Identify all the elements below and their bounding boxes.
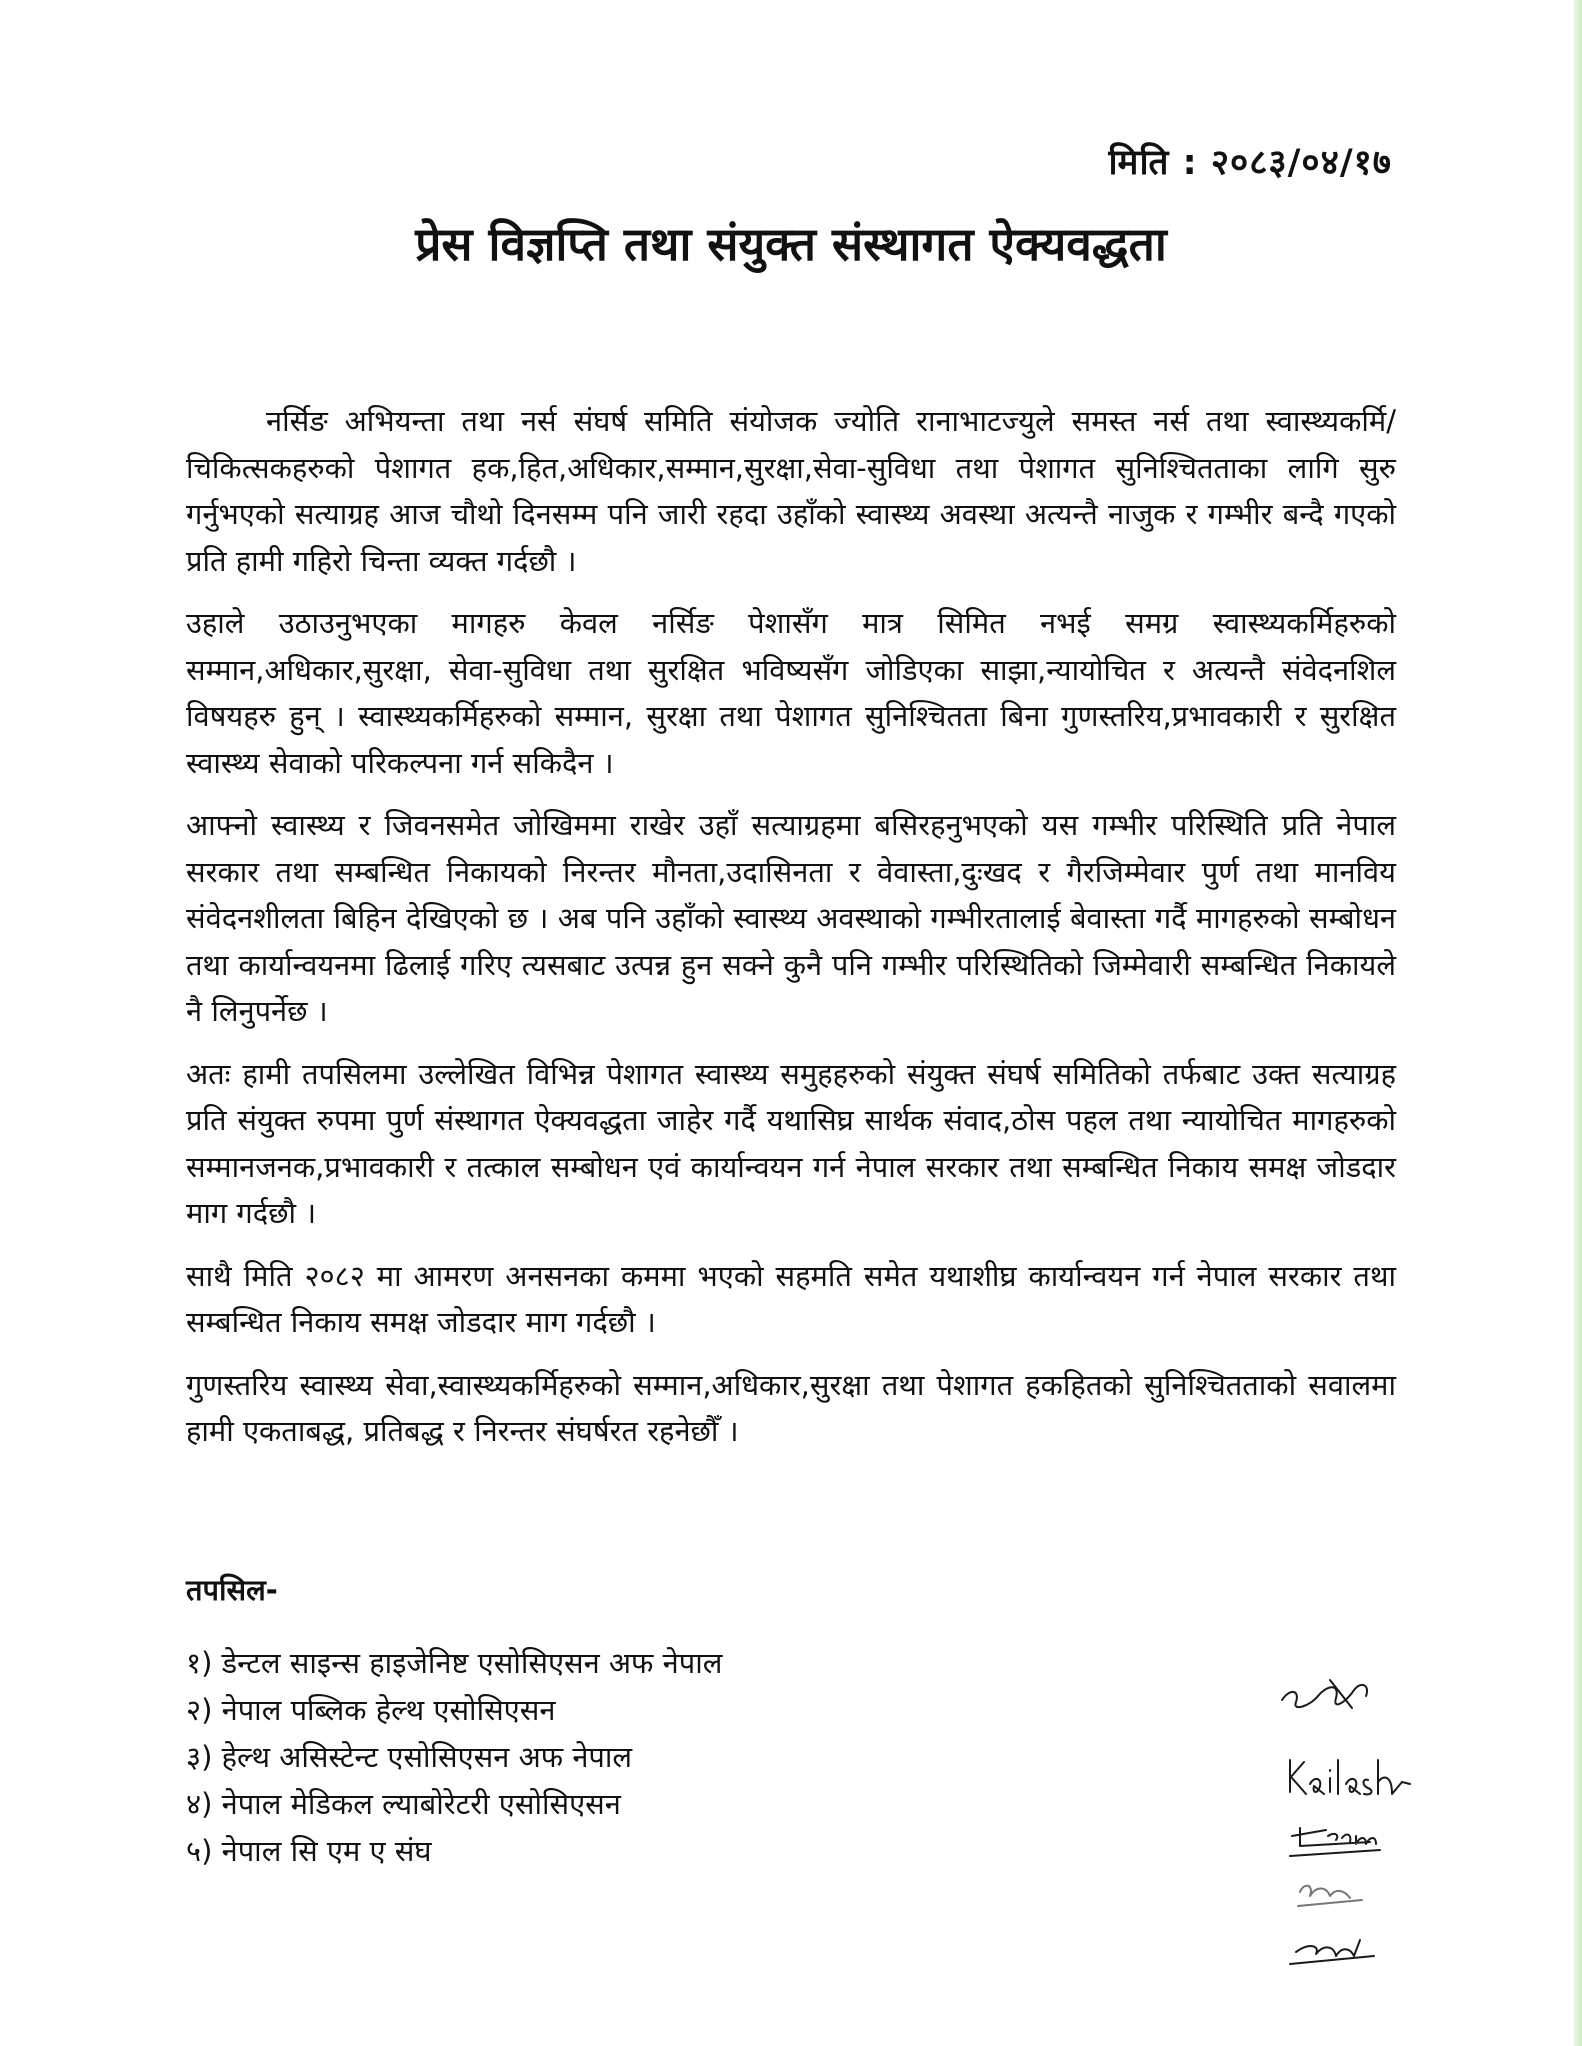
paragraph-1: नर्सिङ अभियन्ता तथा नर्स संघर्ष समिति संयोजक ज्योति रानाभाटज्युले समस्त नर्स तथा स्वास्थ्यकर्मि/चिकित्सकहरुको पेशागत हक,हित,अधिकार,सम्मान,सुरक्षा,सेवा-सुविधा तथा पेशागत सुनिश्चितताका लागि सुरु गर्नुभएको सत्याग्रह आज चौथो दिनसम्म पनि जारी रहदा उहाँको स्वास्थ्य अवस्था अत्यन्तै नाजुक र गम्भीर बन्दै गएको प्रति हामी गहिरो चिन्ता व्यक्त गर्दछौ । bbox=[186, 404, 1396, 578]
signature-2 bbox=[1290, 1760, 1410, 1794]
list-item: ४) नेपाल मेडिकल ल्याबोरेटरी एसोसिएसन bbox=[186, 1787, 621, 1821]
paragraph-5: साथै मिति २०८२ मा आमरण अनसनका कममा भएको सहमति समेत यथाशीघ्र कार्यान्वयन गर्न नेपाल सरकार तथा सम्बन्धित निकाय समक्ष जोडदार माग गर्दछौ । bbox=[186, 1258, 1396, 1339]
paragraph-6: गुणस्तरिय स्वास्थ्य सेवा,स्वास्थ्यकर्मिहरुको सम्मान,अधिकार,सुरक्षा तथा पेशागत हकहितको सुनिश्चितताको सवालमा हामी एकताबद्ध, प्रतिबद्ध र निरन्तर संघर्षरत रहनेछौँ । bbox=[186, 1367, 1396, 1448]
paragraph-4: अतः हामी तपसिलमा उल्लेखित विभिन्न पेशागत स्वास्थ्य समुहहरुको संयुक्त संघर्ष समितिको तर्फबाट उक्त सत्याग्रह प्रति संयुक्त रुपमा पुर्ण संस्थागत ऐक्यवद्धता जाहेर गर्दै यथासिघ्र सार्थक संवाद,ठोस पहल तथा न्यायोचित मागहरुको सम्मानजनक,प्रभावकारी र तत्काल सम्बोधन एवं कार्यान्वयन गर्न नेपाल सरकार तथा सम्बन्धित निकाय समक्ष जोडदार माग गर्दछौ । bbox=[186, 1056, 1396, 1230]
organization-list bbox=[186, 1640, 722, 1875]
signatures-image bbox=[1270, 1660, 1470, 1980]
signature-block bbox=[1270, 1660, 1470, 1980]
list-item: १) डेन्टल साइन्स हाइजेनिष्ट एसोसिएसन अफ नेपाल bbox=[186, 1646, 723, 1680]
list-item: २) नेपाल पब्लिक हेल्थ एसोसिएसन bbox=[186, 1693, 556, 1727]
signature-1 bbox=[1282, 1680, 1367, 1708]
signature-5 bbox=[1290, 1940, 1374, 1964]
paragraph-3: आफ्नो स्वास्थ्य र जिवनसमेत जोखिममा राखेर उहाँ सत्याग्रहमा बसिरहनुभएको यस गम्भीर परिस्थिति प्रति नेपाल सरकार तथा सम्बन्धित निकायको निरन्तर मौनता,उदासिनता र वेवास्ता,दुःखद र गैरजिम्मेवार पुर्ण तथा मानविय संवेदनशीलता बिहिन देखिएको छ । अब पनि उहाँको स्वास्थ्य अवस्थाको गम्भीरतालाई बेवास्ता गर्दै मागहरुको सम्बोधन तथा कार्यान्वयनमा ढिलाई गरिए त्यसबाट उत्पन्न हुन सक्ने कुनै पनि गम्भीर परिस्थितिको जिम्मेवारी सम्बन्धित निकायले नै लिनुपर्नेछ । bbox=[186, 808, 1396, 1028]
list-item: ३) हेल्थ असिस्टेन्ट एसोसिएसन अफ नेपाल bbox=[186, 1740, 633, 1774]
signature-3 bbox=[1290, 1828, 1380, 1856]
document-body bbox=[186, 398, 1396, 1471]
document-date: मिति : २०८३/०४/१७ bbox=[1108, 143, 1392, 183]
list-item: ५) नेपाल सि एम ए संघ bbox=[186, 1834, 432, 1868]
list-heading: तपसिल- bbox=[186, 1573, 278, 1607]
page-edge bbox=[1574, 0, 1582, 2046]
signature-4 bbox=[1298, 1886, 1362, 1906]
paragraph-2: उहाले उठाउनुभएका मागहरु केवल नर्सिङ पेशासँग मात्र सिमित नभई समग्र स्वास्थ्यकर्मिहरुको सम्मान,अधिकार,सुरक्षा, सेवा-सुविधा तथा सुरक्षित भविष्यसँग जोडिएका साझा,न्यायोचित र अत्यन्तै संवेदनशिल विषयहरु हुन् । स्वास्थ्यकर्मिहरुको सम्मान, सुरक्षा तथा पेशागत सुनिश्चितता बिना गुणस्तरिय,प्रभावकारी र सुरक्षित स्वास्थ्य सेवाको परिकल्पना गर्न सकिदैन । bbox=[186, 606, 1396, 780]
document-title: प्रेस विज्ञप्ति तथा संयुक्त संस्थागत ऐक्यवद्धता bbox=[415, 217, 1167, 271]
